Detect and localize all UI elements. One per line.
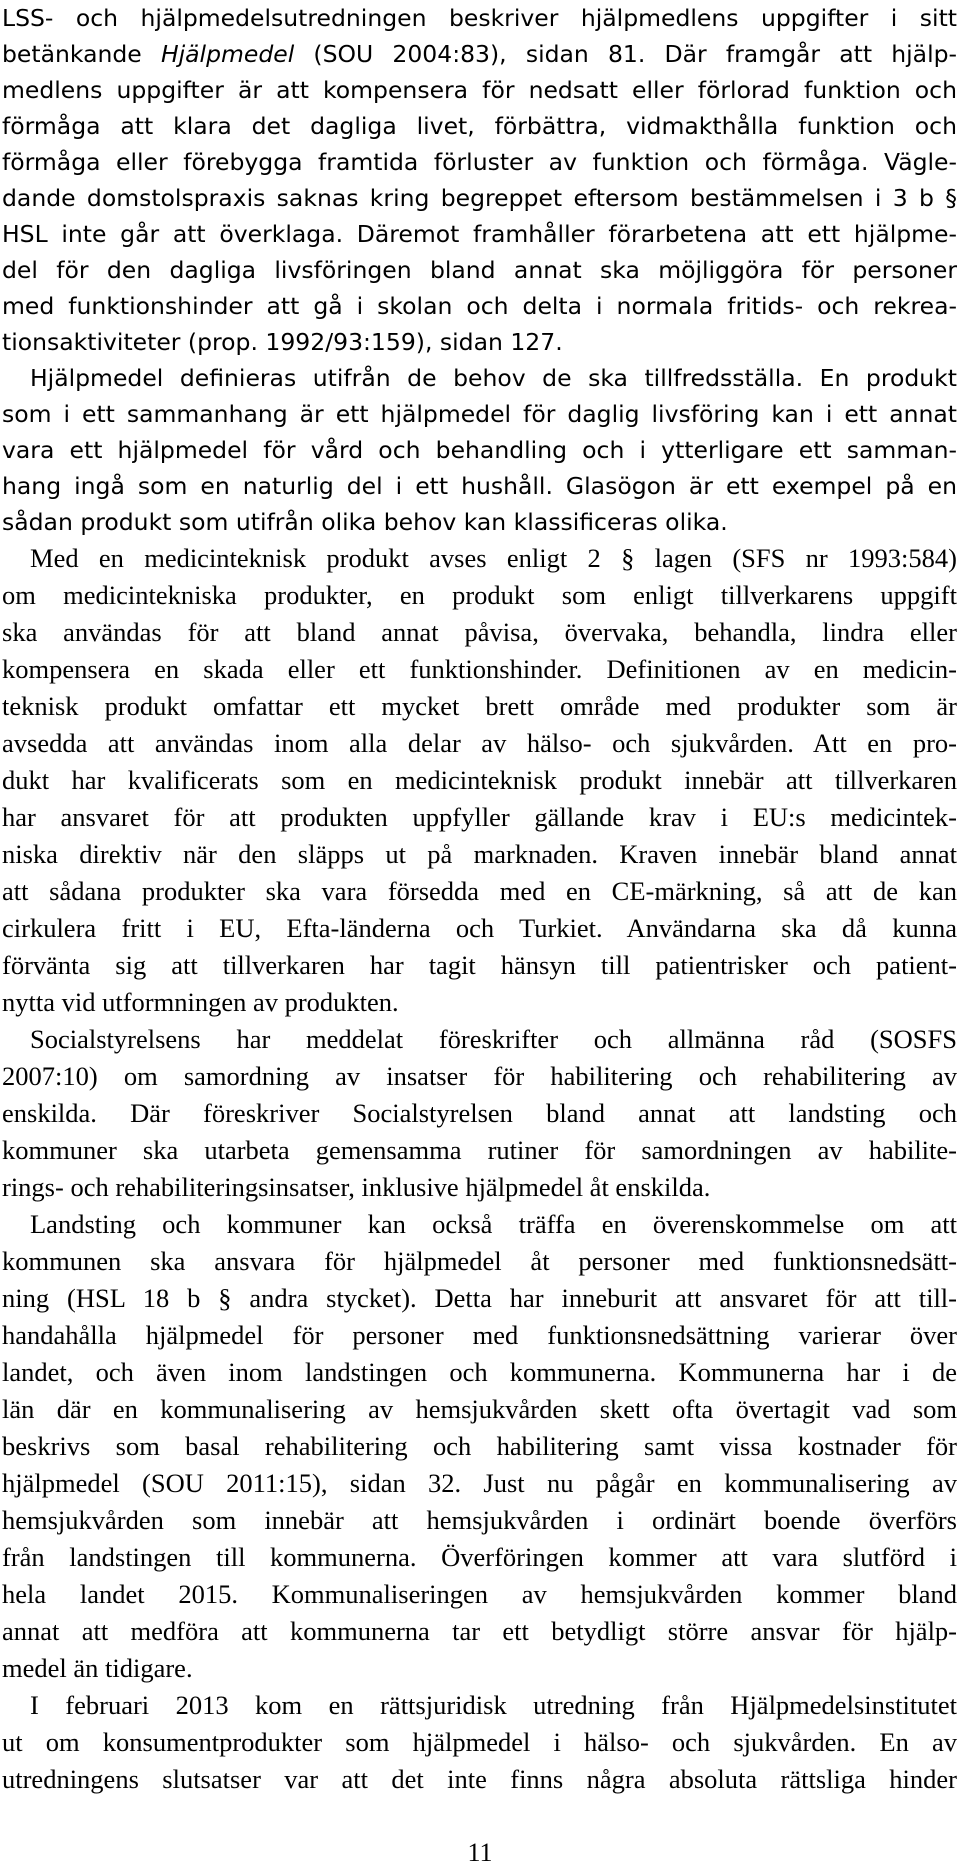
text-line: kompensera en skada eller ett funktionshinder. Definitionen av en medicin- bbox=[2, 654, 957, 684]
text-line: ut om konsumentprodukter som hjälpmedel i hälso- och sjukvården. En av bbox=[2, 1727, 957, 1757]
text-line: annat att medföra att kommunerna tar ett betydligt större ansvar för hjälp- bbox=[2, 1616, 957, 1646]
text-line: enskilda. Där föreskriver Socialstyrelsen bland annat att landsting och bbox=[2, 1098, 957, 1128]
text-line: LSS- och hjälpmedelsutredningen beskriver hjälpmedlens uppgifter i sitt bbox=[2, 4, 957, 32]
text-line: hjälpmedel (SOU 2011:15), sidan 32. Just nu pågår en kommunalisering av bbox=[2, 1468, 957, 1498]
text-line: medel än tidigare. bbox=[2, 1653, 193, 1683]
text-line: utredningens slutsatser var att det inte finns några absoluta rättsliga hinder bbox=[2, 1764, 957, 1794]
text-line: avsedda att användas inom alla delar av hälso- och sjukvården. Att en pro- bbox=[2, 728, 957, 758]
text-line: tionsaktiviteter (prop. 1992/93:159), sidan 127. bbox=[2, 328, 563, 356]
text-line: kommunen ska ansvara för hjälpmedel åt personer med funktionsnedsätt- bbox=[2, 1246, 957, 1276]
text-line: har ansvaret för att produkten uppfyller gällande krav i EU:s medicintek- bbox=[2, 802, 957, 832]
text-line: förmåga att klara det dagliga livet, förbättra, vidmakthålla funktion och bbox=[2, 112, 957, 140]
text-line: beskrivs som basal rehabilitering och habilitering samt vissa kostnader för bbox=[2, 1431, 957, 1461]
text-line: dande domstolspraxis saknas kring begreppet eftersom bestämmelsen i 3 b § bbox=[2, 184, 957, 212]
paragraph-start: Med en medicinteknisk produkt avses enligt 2 § lagen (SFS nr 1993:584) bbox=[30, 543, 957, 573]
text-line: landet, och även inom landstingen och kommunerna. Kommunerna har i de bbox=[2, 1357, 957, 1387]
text-line: medlens uppgifter är att kompensera för nedsatt eller förlorad funktion och bbox=[2, 76, 957, 104]
text-line: som i ett sammanhang är ett hjälpmedel för daglig livsföring kan i ett annat bbox=[2, 400, 957, 428]
text-line: att sådana produkter ska vara försedda med en CE-märkning, så att de kan bbox=[2, 876, 957, 906]
text-line: kommuner ska utarbeta gemensamma rutiner för samordningen av habilite- bbox=[2, 1135, 957, 1165]
paragraph-start: I februari 2013 kom en rättsjuridisk utredning från Hjälpmedelsinstitutet bbox=[30, 1690, 957, 1720]
text-line: handahålla hjälpmedel för personer med funktionsnedsättning varierar över bbox=[2, 1320, 957, 1350]
cited-title: Hjälpmedel bbox=[160, 40, 295, 68]
text-line: med funktionshinder att gå i skolan och delta i normala fritids- och rekrea- bbox=[2, 292, 957, 320]
text-line: 2007:10) om samordning av insatser för habilitering och rehabilitering av bbox=[2, 1061, 957, 1091]
text-line: län där en kommunalisering av hemsjukvården skett ofta övertagit vad som bbox=[2, 1394, 957, 1424]
text-line: rings- och rehabiliteringsinsatser, inklusive hjälpmedel åt enskilda. bbox=[2, 1172, 711, 1202]
page-number: 11 bbox=[467, 1838, 493, 1867]
text-line: betänkande Hjälpmedel (SOU 2004:83), sidan 81. Där framgår att hjälp- bbox=[2, 40, 957, 68]
text-line: teknisk produkt omfattar ett mycket brett område med produkter som är bbox=[2, 691, 957, 721]
text-line: hemsjukvården som innebär att hemsjukvården i ordinärt boende överförs bbox=[2, 1505, 957, 1535]
text-line: ska användas för att bland annat påvisa, övervaka, behandla, lindra eller bbox=[2, 617, 957, 647]
text-line: om medicintekniska produkter, en produkt som enligt tillverkarens uppgift bbox=[2, 580, 957, 610]
paragraph-start: Landsting och kommuner kan också träffa en överenskommelse om att bbox=[30, 1209, 957, 1239]
text-line: förvänta sig att tillverkaren har tagit hänsyn till patientrisker och patient- bbox=[2, 950, 957, 980]
text-line: vara ett hjälpmedel för vård och behandling och i ytterligare ett samman- bbox=[2, 436, 957, 464]
text-line: nytta vid utformningen av produkten. bbox=[2, 987, 399, 1017]
text-line: hang ingå som en naturlig del i ett hushåll. Glasögon är ett exempel på en bbox=[2, 472, 957, 500]
text-line: hela landet 2015. Kommunaliseringen av hemsjukvården kommer bland bbox=[2, 1579, 957, 1609]
text-line: del för den dagliga livsföringen bland annat ska möjliggöra för personer bbox=[2, 256, 957, 284]
paragraph-start: Hjälpmedel definieras utifrån de behov de ska tillfredsställa. En produkt bbox=[30, 364, 957, 392]
text-line: förmåga eller förebygga framtida förluster av funktion och förmåga. Vägle- bbox=[2, 148, 957, 176]
text-line: sådan produkt som utifrån olika behov kan klassificeras olika. bbox=[2, 508, 728, 536]
text-line: HSL inte går att överklaga. Däremot framhåller förarbetena att ett hjälpme- bbox=[2, 220, 957, 248]
text-line: från landstingen till kommunerna. Överföringen kommer att vara slutförd i bbox=[2, 1542, 957, 1572]
text-line: cirkulera fritt i EU, Efta-länderna och Turkiet. Användarna ska då kunna bbox=[2, 913, 957, 943]
text-line: dukt har kvalificerats som en medicinteknisk produkt innebär att tillverkaren bbox=[2, 765, 957, 795]
text-line: niska direktiv när den släpps ut på marknaden. Kraven innebär bland annat bbox=[2, 839, 957, 869]
paragraph-start: Socialstyrelsens har meddelat föreskrifter och allmänna råd (SOSFS bbox=[30, 1024, 957, 1054]
text-line: ning (HSL 18 b § andra stycket). Detta har inneburit att ansvaret för att till- bbox=[2, 1283, 957, 1313]
